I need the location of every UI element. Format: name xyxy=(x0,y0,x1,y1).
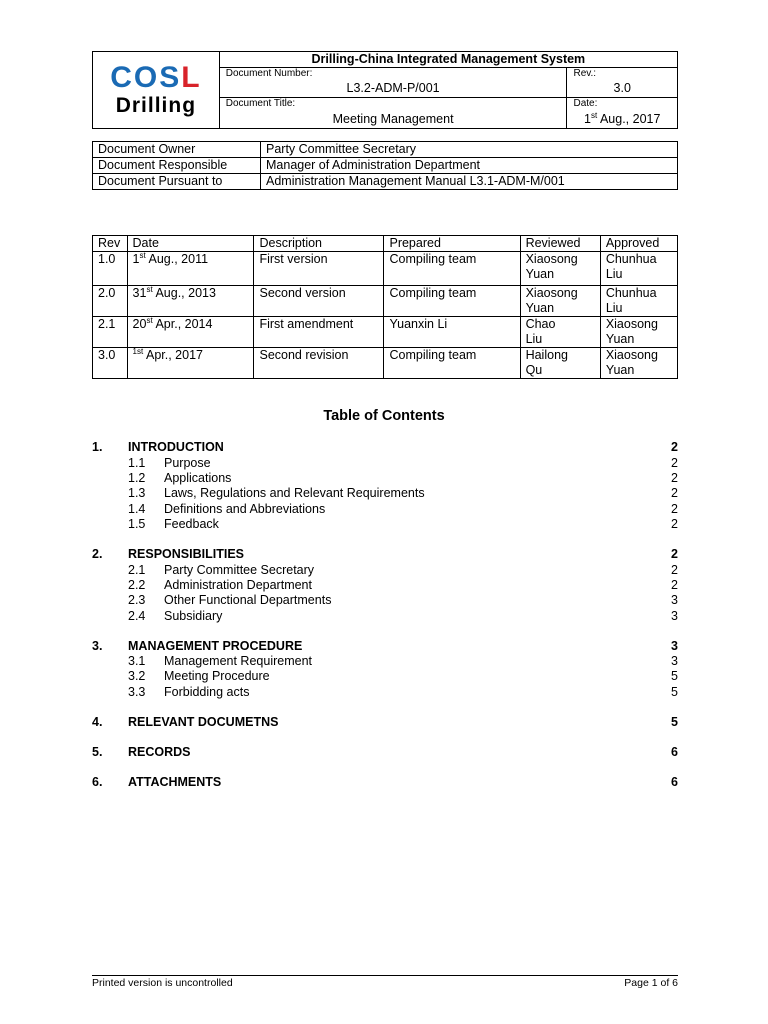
approved-name-line: Yuan xyxy=(605,363,635,377)
revision-approved xyxy=(600,286,677,317)
date-day: 20 xyxy=(132,317,147,331)
revision-column-header: Rev xyxy=(93,236,128,252)
revision-number: 3.0 xyxy=(93,348,128,379)
toc-title-text: RELEVANT DOCUMETNS xyxy=(128,715,279,729)
toc-number: 2. xyxy=(92,547,103,561)
revision-row xyxy=(93,252,678,286)
toc-entry[interactable] xyxy=(92,471,678,486)
toc-entry[interactable] xyxy=(92,745,678,760)
reviewed-name-line: Liu xyxy=(525,332,543,346)
footer-divider xyxy=(92,975,678,976)
toc-title: Table of Contents xyxy=(323,408,445,424)
logo-drilling-text: Drilling xyxy=(115,94,197,117)
approved-name-line: Chunhua xyxy=(605,252,657,266)
toc-number: 1.1 xyxy=(128,456,146,470)
toc-page: 2 xyxy=(671,502,678,516)
toc-page: 3 xyxy=(671,609,678,623)
revision-column-header: Reviewed xyxy=(520,236,600,252)
reviewed-name-line: Xiaosong xyxy=(525,252,578,266)
doc-title: Meeting Management xyxy=(219,112,567,129)
system-title: Drilling-China Integrated Management System xyxy=(219,52,677,68)
reviewed-name-line: Yuan xyxy=(525,267,555,281)
ownership-label: Document Owner xyxy=(93,142,261,158)
doc-title-label: Document Title: xyxy=(219,98,567,112)
revision-prepared: Compiling team xyxy=(384,348,520,379)
toc-page: 2 xyxy=(671,440,678,454)
revision-date xyxy=(127,286,254,317)
doc-number: L3.2-ADM-P/001 xyxy=(219,81,567,98)
toc-entry[interactable] xyxy=(92,563,678,578)
toc-title-text: Meeting Procedure xyxy=(164,669,270,683)
toc-entry[interactable] xyxy=(92,547,678,562)
page-number: Page 1 of 6 xyxy=(624,977,678,989)
toc-title-text: MANAGEMENT PROCEDURE xyxy=(128,639,303,653)
toc-title-text: Party Committee Secretary xyxy=(164,563,315,577)
reviewed-name-line: Qu xyxy=(525,363,543,377)
toc-entry[interactable] xyxy=(92,639,678,654)
toc-title-text: Subsidiary xyxy=(164,609,223,623)
revision-column-header: Approved xyxy=(600,236,677,252)
date-suffix: st xyxy=(139,250,146,260)
ownership-table xyxy=(92,141,678,190)
toc-title-text: Management Requirement xyxy=(164,654,312,668)
toc-title-text: RECORDS xyxy=(128,745,191,759)
approved-name-line: Xiaosong xyxy=(605,348,658,362)
toc-entry[interactable] xyxy=(92,609,678,624)
ownership-value: Party Committee Secretary xyxy=(261,142,678,158)
toc-number: 1.5 xyxy=(128,517,146,531)
toc-entry[interactable] xyxy=(92,456,678,471)
toc-title-text: ATTACHMENTS xyxy=(128,775,222,789)
date-day: 31 xyxy=(132,286,147,300)
reviewed-name-line: Yuan xyxy=(525,301,555,315)
approved-name-line: Liu xyxy=(605,267,623,281)
toc-entry[interactable] xyxy=(92,440,678,455)
revision-approved xyxy=(600,317,677,348)
toc-page: 3 xyxy=(671,593,678,607)
toc-title-text: INTRODUCTION xyxy=(128,440,224,454)
toc-number: 2.1 xyxy=(128,563,146,577)
date-rest: Aug., 2013 xyxy=(152,286,216,300)
revision-date xyxy=(127,317,254,348)
toc-entry[interactable] xyxy=(92,685,678,700)
company-logo xyxy=(93,52,220,129)
revision-prepared: Compiling team xyxy=(384,252,520,286)
reviewed-name-line: Xiaosong xyxy=(525,286,578,300)
date-value: 1st Aug., 2017 xyxy=(567,112,678,129)
toc-entry[interactable] xyxy=(92,578,678,593)
toc-page: 5 xyxy=(671,715,678,729)
toc-page: 2 xyxy=(671,517,678,531)
revision-date xyxy=(127,348,254,379)
toc-title-text: RESPONSIBILITIES xyxy=(128,547,244,561)
date-rest: Apr., 2017 xyxy=(143,348,203,362)
toc-entry[interactable] xyxy=(92,486,678,501)
toc-page: 6 xyxy=(671,745,678,759)
date-label: Date: xyxy=(567,98,678,112)
date-rest: Apr., 2014 xyxy=(152,317,213,331)
approved-name-line: Yuan xyxy=(605,332,635,346)
toc-page: 3 xyxy=(671,654,678,668)
toc-number: 5. xyxy=(92,745,103,759)
toc-entry[interactable] xyxy=(92,654,678,669)
toc-title-text: Forbidding acts xyxy=(164,685,250,699)
date-day: 1 xyxy=(132,252,140,266)
revision-number: 1.0 xyxy=(93,252,128,286)
toc-number: 6. xyxy=(92,775,103,789)
toc-number: 1. xyxy=(92,440,103,454)
toc-title-text: Purpose xyxy=(164,456,211,470)
revision-description: First version xyxy=(254,252,384,286)
date-suffix: st xyxy=(146,315,153,325)
revision-header-row xyxy=(93,236,678,252)
revision-row xyxy=(93,348,678,379)
ownership-label: Document Pursuant to xyxy=(93,174,261,190)
toc-number: 2.4 xyxy=(128,609,146,623)
toc-title-text: Other Functional Departments xyxy=(164,593,332,607)
revision-description: Second version xyxy=(254,286,384,317)
toc-page: 2 xyxy=(671,471,678,485)
revision-description: Second revision xyxy=(254,348,384,379)
reviewed-name-line: Hailong xyxy=(525,348,568,362)
revision-reviewed xyxy=(520,286,600,317)
doc-number-label: Document Number: xyxy=(219,68,567,82)
toc-page: 6 xyxy=(671,775,678,789)
toc-title-text: Feedback xyxy=(164,517,219,531)
toc-title-text: Laws, Regulations and Relevant Requirements xyxy=(164,486,425,500)
revision-reviewed xyxy=(520,252,600,286)
toc-entry[interactable] xyxy=(92,593,678,608)
approved-name-line: Liu xyxy=(605,301,623,315)
toc-number: 2.2 xyxy=(128,578,146,592)
date-rest: Aug., 2011 xyxy=(145,252,209,266)
ownership-row xyxy=(93,142,678,158)
approved-name-line: Chunhua xyxy=(605,286,657,300)
toc-number: 1.2 xyxy=(128,471,146,485)
rev-value: 3.0 xyxy=(567,81,678,98)
toc-number: 3. xyxy=(92,639,103,653)
ownership-row xyxy=(93,174,678,190)
revision-prepared: Compiling team xyxy=(384,286,520,317)
toc-page: 2 xyxy=(671,563,678,577)
toc-entry[interactable] xyxy=(92,715,678,730)
revision-approved xyxy=(600,348,677,379)
revision-column-header: Date xyxy=(127,236,254,252)
reviewed-name-line: Chao xyxy=(525,317,556,331)
toc-page: 3 xyxy=(671,639,678,653)
revision-row xyxy=(93,317,678,348)
toc-page: 2 xyxy=(671,578,678,592)
document-header xyxy=(92,51,678,129)
toc-page: 2 xyxy=(671,547,678,561)
toc-entry[interactable] xyxy=(92,502,678,517)
revision-table xyxy=(92,235,678,379)
toc-entry[interactable] xyxy=(92,669,678,684)
toc-number: 4. xyxy=(92,715,103,729)
toc-page: 5 xyxy=(671,669,678,683)
toc-number: 3.1 xyxy=(128,654,146,668)
approved-name-line: Xiaosong xyxy=(605,317,658,331)
rev-label: Rev.: xyxy=(567,68,678,82)
toc-page: 2 xyxy=(671,486,678,500)
toc-title-text: Administration Department xyxy=(164,578,312,592)
toc-page: 2 xyxy=(671,456,678,470)
toc-number: 1.3 xyxy=(128,486,146,500)
toc-number: 2.3 xyxy=(128,593,146,607)
ownership-label: Document Responsible xyxy=(93,158,261,174)
revision-number: 2.1 xyxy=(93,317,128,348)
ownership-row xyxy=(93,158,678,174)
toc-title-text: Applications xyxy=(164,471,232,485)
revision-approved xyxy=(600,252,677,286)
toc-number: 3.3 xyxy=(128,685,146,699)
date-suffix: 1st xyxy=(132,346,144,356)
revision-column-header: Description xyxy=(254,236,384,252)
ownership-value: Administration Management Manual L3.1-ADM-M/001 xyxy=(261,174,678,190)
revision-description: First amendment xyxy=(254,317,384,348)
revision-row xyxy=(93,286,678,317)
toc-entry[interactable] xyxy=(92,775,678,790)
revision-date xyxy=(127,252,254,286)
revision-reviewed xyxy=(520,317,600,348)
toc-number: 1.4 xyxy=(128,502,146,516)
revision-column-header: Prepared xyxy=(384,236,520,252)
ownership-value: Manager of Administration Department xyxy=(261,158,678,174)
logo-letter-l: L xyxy=(181,61,202,94)
logo-cosl-text: COSL xyxy=(110,61,202,94)
toc-number: 3.2 xyxy=(128,669,146,683)
toc-entry[interactable] xyxy=(92,517,678,532)
revision-reviewed xyxy=(520,348,600,379)
revision-number: 2.0 xyxy=(93,286,128,317)
footer-note: Printed version is uncontrolled xyxy=(92,977,233,989)
toc-title-text: Definitions and Abbreviations xyxy=(164,502,326,516)
toc-page: 5 xyxy=(671,685,678,699)
date-suffix: st xyxy=(146,284,153,294)
revision-prepared: Yuanxin Li xyxy=(384,317,520,348)
